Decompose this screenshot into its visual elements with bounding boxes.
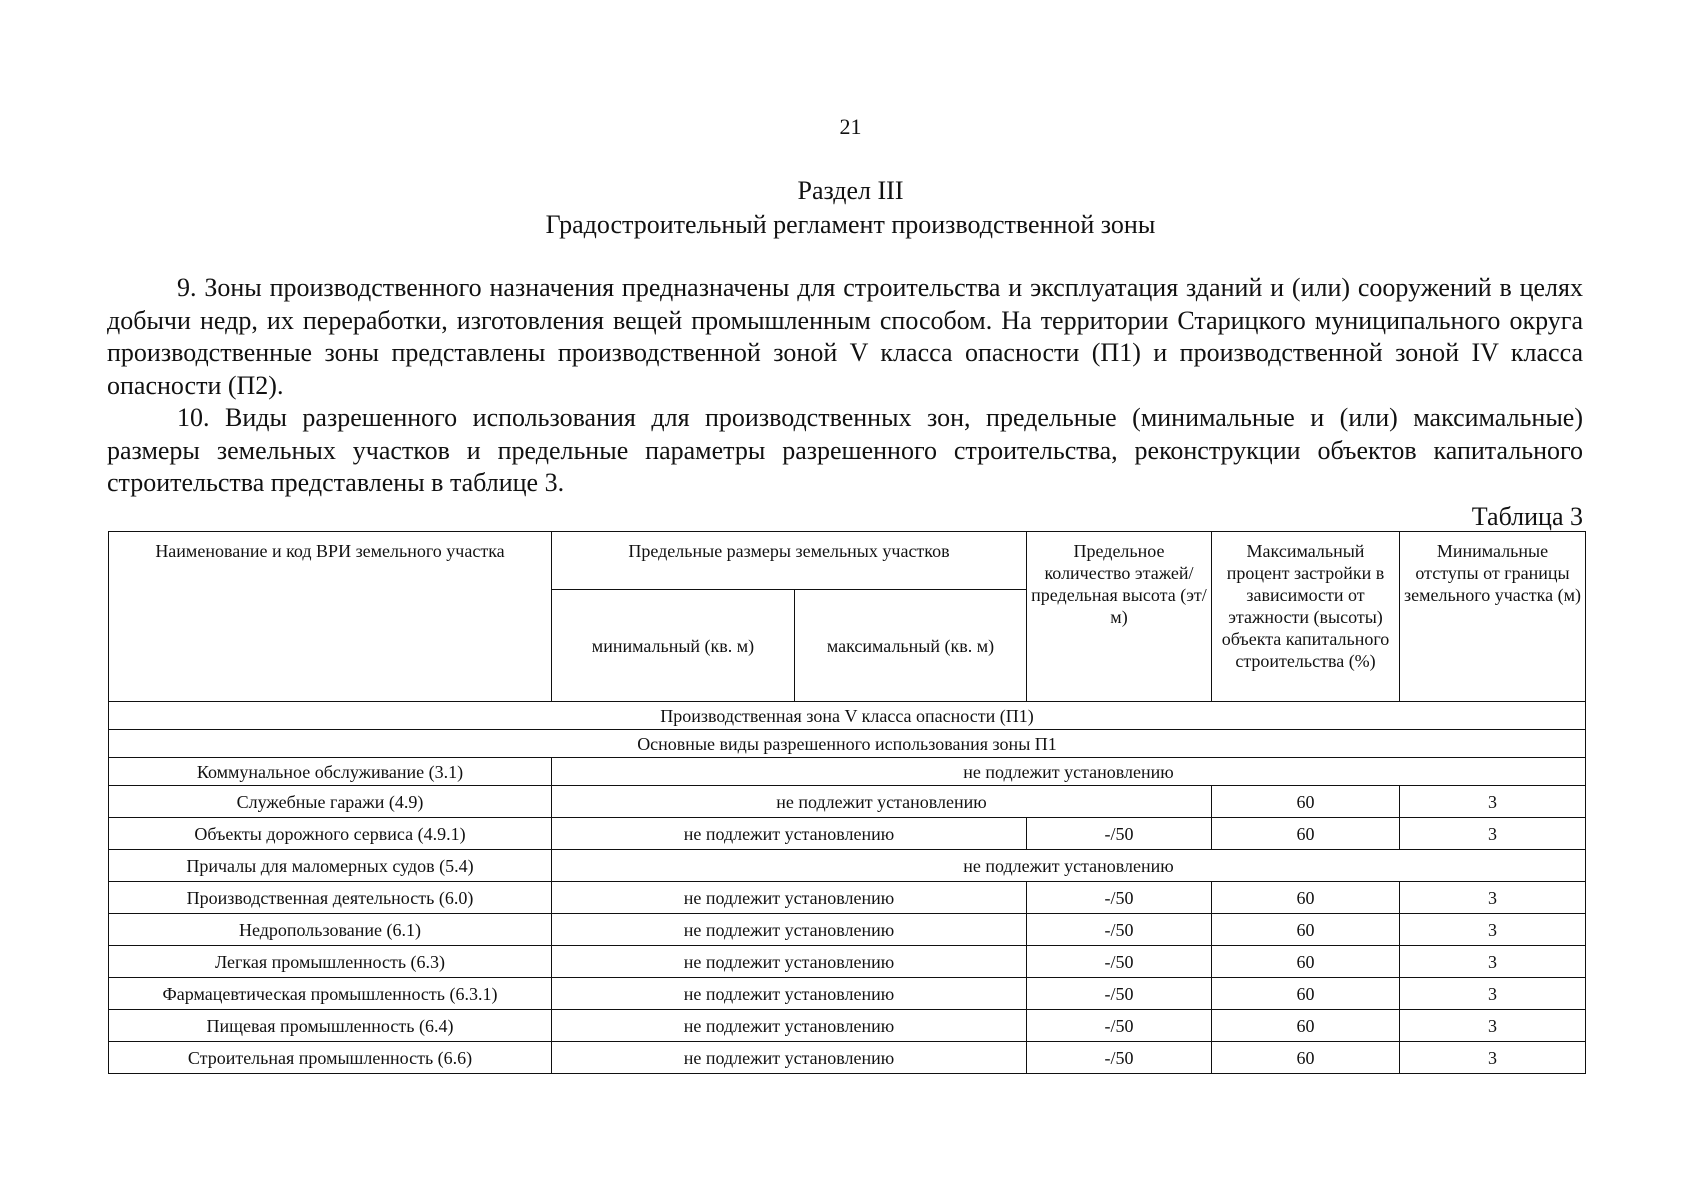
zone-title: Производственная зона V класса опасности (П1): [109, 702, 1586, 730]
row-setback: 3: [1400, 786, 1586, 818]
row-floors: -/50: [1027, 882, 1212, 914]
paragraph-10: 10. Виды разрешенного использования для производственных зон, предельные (минимальные и (или) максимальные) размеры земельных участков и предельные параметры разрешенного строительства, реконструкции объектов капитального строительства представлены в таблице 3.: [107, 403, 1583, 497]
row-floors: -/50: [1027, 978, 1212, 1010]
row-merged-value: не подлежит установлению: [552, 786, 1212, 818]
row-percent: 60: [1212, 978, 1400, 1010]
row-name: Служебные гаражи (4.9): [109, 786, 552, 818]
table-row: [109, 1042, 1586, 1074]
row-name: Легкая промышленность (6.3): [109, 946, 552, 978]
row-percent: 60: [1212, 882, 1400, 914]
row-floors: -/50: [1027, 914, 1212, 946]
row-sizes: не подлежит установлению: [552, 914, 1027, 946]
row-percent: 60: [1212, 1042, 1400, 1074]
row-sizes: не подлежит установлению: [552, 946, 1027, 978]
row-name: Строительная промышленность (6.6): [109, 1042, 552, 1074]
row-percent: 60: [1212, 786, 1400, 818]
table-caption: Таблица 3: [1471, 502, 1583, 531]
row-setback: 3: [1400, 946, 1586, 978]
row-merged-value: не подлежит установлению: [552, 758, 1586, 786]
page-number: 21: [839, 114, 862, 139]
row-setback: 3: [1400, 914, 1586, 946]
header-name: Наименование и код ВРИ земельного участка: [109, 532, 552, 702]
table-row: [109, 818, 1586, 850]
header-floors: Предельное количество этажей/ предельная высота (эт/м): [1027, 532, 1212, 702]
row-floors: -/50: [1027, 946, 1212, 978]
row-name: Причалы для маломерных судов (5.4): [109, 850, 552, 882]
row-name: Фармацевтическая промышленность (6.3.1): [109, 978, 552, 1010]
paragraph-9: 9. Зоны производственного назначения предназначены для строительства и эксплуатация зданий и (или) сооружений в целях добычи недр, их переработки, изготовления вещей промышленным способом. На территории Старицкого муниципального округа производственные зоны представлены производственной зоной V класса опасности (П1) и производственной зоной IV класса опасности (П2).: [107, 273, 1583, 400]
row-merged-value: не подлежит установлению: [552, 850, 1586, 882]
row-percent: 60: [1212, 818, 1400, 850]
row-name: Объекты дорожного сервиса (4.9.1): [109, 818, 552, 850]
header-percent: Максимальный процент застройки в зависимости от этажности (высоты) объекта капитального строительства (%): [1212, 532, 1400, 702]
header-sizes: Предельные размеры земельных участков: [552, 532, 1027, 590]
table-row: [109, 1010, 1586, 1042]
table-row: [109, 786, 1586, 818]
header-max: максимальный (кв. м): [795, 590, 1027, 702]
row-sizes: не подлежит установлению: [552, 882, 1027, 914]
table-row: [109, 882, 1586, 914]
row-sizes: не подлежит установлению: [552, 978, 1027, 1010]
row-setback: 3: [1400, 978, 1586, 1010]
table-row: [109, 978, 1586, 1010]
row-setback: 3: [1400, 818, 1586, 850]
row-setback: 3: [1400, 882, 1586, 914]
row-percent: 60: [1212, 946, 1400, 978]
section-heading: [0, 174, 1701, 242]
row-percent: 60: [1212, 1010, 1400, 1042]
row-name: Недропользование (6.1): [109, 914, 552, 946]
table-row: [109, 758, 1586, 786]
row-sizes: не подлежит установлению: [552, 818, 1027, 850]
row-floors: -/50: [1027, 1010, 1212, 1042]
header-min: минимальный (кв. м): [552, 590, 795, 702]
table-row: [109, 946, 1586, 978]
section-subtitle: Градостроительный регламент производственной зоны: [545, 210, 1156, 239]
body-text: [107, 272, 1583, 500]
table-row: [109, 914, 1586, 946]
table-row: [109, 850, 1586, 882]
row-name: Коммунальное обслуживание (3.1): [109, 758, 552, 786]
row-sizes: не подлежит установлению: [552, 1042, 1027, 1074]
row-floors: -/50: [1027, 818, 1212, 850]
row-name: Пищевая промышленность (6.4): [109, 1010, 552, 1042]
header-setback: Минимальные отступы от границы земельного участка (м): [1400, 532, 1586, 702]
row-percent: 60: [1212, 914, 1400, 946]
row-setback: 3: [1400, 1010, 1586, 1042]
group-title: Основные виды разрешенного использования зоны П1: [109, 730, 1586, 758]
section-title: Раздел III: [797, 176, 904, 205]
row-floors: -/50: [1027, 1042, 1212, 1074]
row-sizes: не подлежит установлению: [552, 1010, 1027, 1042]
row-name: Производственная деятельность (6.0): [109, 882, 552, 914]
regulations-table: [108, 531, 1586, 1074]
row-setback: 3: [1400, 1042, 1586, 1074]
